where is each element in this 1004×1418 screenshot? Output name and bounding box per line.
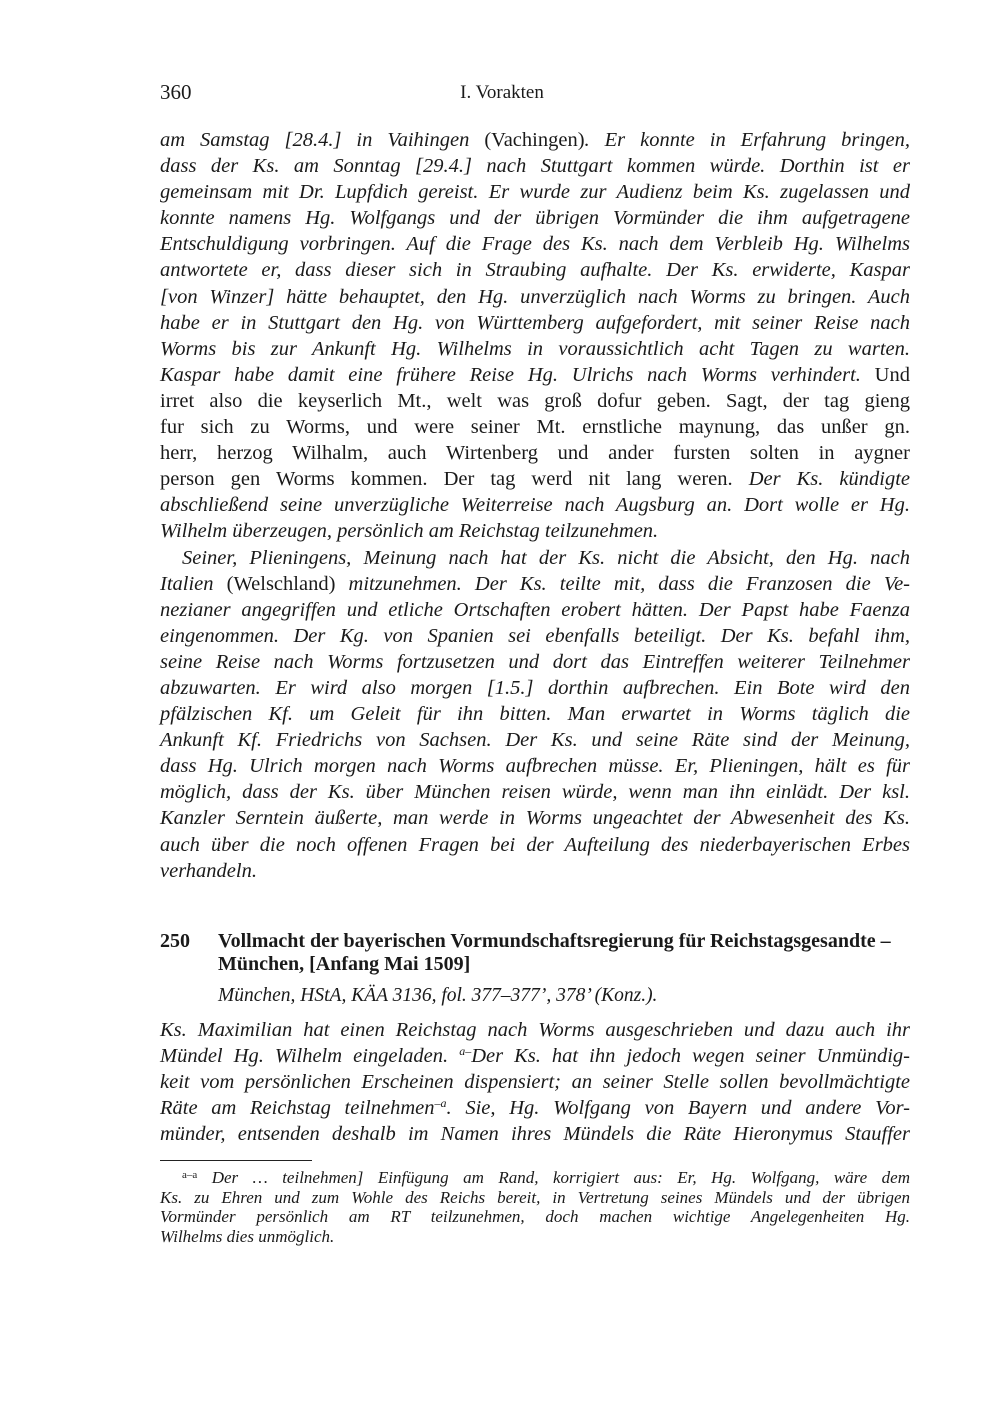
text-segment: konnte namens Hg. Wolfgangs und der übrigen Vormünder die ihm aufgetragene (160, 207, 910, 230)
text-segment: person gen Worms kommen. Der tag werd nit lang weren. (160, 468, 749, 491)
text-line (160, 701, 910, 727)
text-segment: seine Reise nach Worms fortzusetzen und dort das Eintreffen weiterer Teilnehmer (160, 650, 910, 673)
text-line (160, 1188, 910, 1208)
text-segment: Seiner, Plieningens, Meinung nach hat der Ks. nicht die Absicht, den Hg. nach (182, 546, 910, 569)
text-segment: auch über die noch offenen Fragen bei der Aufteilung des niederbayerischen Erbes (160, 833, 910, 856)
text-line (160, 257, 910, 283)
text-line (160, 753, 910, 779)
text-segment: gemeinsam mit Dr. Lupfdich gereist. Er wurde zur Audienz beim Ks. zugelassen und (160, 181, 910, 204)
text-line (160, 518, 910, 544)
text-line (160, 727, 910, 753)
text-line (160, 1017, 910, 1043)
text-segment: Ankunft Kf. Friedrichs von Sachsen. Der Ks. und seine Räte sind der Meinung, (160, 729, 910, 752)
text-segment: (Vachingen) (484, 129, 585, 151)
text-line (160, 440, 910, 466)
text-line (160, 1069, 910, 1095)
text-line (160, 858, 910, 884)
text-segment: abschließend seine unverzügliche Weiterreise nach Augsburg an. Dort wolle er Hg. (160, 494, 910, 517)
previous-document-text (160, 127, 910, 884)
text-segment: Vormünder persönlich am RT teilzunehmen, doch machen wichtige Angelegenheiten Hg. (160, 1207, 910, 1227)
text-segment: fur sich zu Worms, und were seiner Mt. ernstliche maynung, das unßer gn. (160, 416, 910, 439)
text-segment: (Welschland) (226, 572, 336, 595)
text-segment: Der Ks. hat ihn jedoch wegen seiner Unmündig- (471, 1045, 910, 1068)
text-line (160, 1227, 910, 1247)
text-segment: münder, entsenden deshalb im Namen ihres Mündels die Räte Hieronymus Stauffer (160, 1123, 910, 1146)
document-number: 250 (160, 930, 190, 952)
document-title-line: Vollmacht der bayerischen Vormundschaftsregierung für Reichstagsgesandte – (218, 930, 891, 952)
text-segment: Und (860, 363, 910, 386)
text-segment: Entschuldigung vorbringen. Auf die Frage des Ks. nach dem Verbleib Hg. Wilhelms (160, 233, 910, 256)
text-segment: Kaspar habe damit eine frühere Reise Hg. Ulrichs nach Worms verhindert. (160, 363, 861, 386)
text-line (160, 571, 910, 597)
text-segment: dass der Ks. am Sonntag [29.4.] nach Stuttgart kommen würde. Dorthin ist er (160, 155, 910, 178)
text-segment: Wilhelms dies unmöglich. (160, 1226, 335, 1246)
document-summary-text (160, 1017, 910, 1147)
text-line (160, 832, 910, 858)
text-segment: habe er in Stuttgart den Hg. von Württemberg aufgefordert, mit seiner Reise nach (160, 311, 910, 334)
text-line (160, 492, 910, 518)
text-segment: . Sie, Hg. Wolfgang von Bayern und andere Vor- (446, 1097, 910, 1120)
text-line (160, 1168, 910, 1188)
text-segment: Der … teilnehmen] Einfügung am Rand, korrigiert aus: Er, Hg. Wolfgang, wäre dem (197, 1168, 910, 1187)
text-line (160, 179, 910, 205)
text-line (160, 466, 910, 492)
text-line (160, 1207, 910, 1227)
text-segment: Italien (160, 572, 227, 595)
text-line (160, 1043, 910, 1069)
text-line (160, 231, 910, 257)
text-segment: [von Winzer] hätte behauptet, den Hg. unverzüglich nach Worms zu bringen. Auch (160, 285, 910, 308)
text-segment: Ks. Maximilian hat einen Reichstag nach Worms ausgeschrieben und dazu auch ihr (160, 1019, 910, 1041)
text-segment: Kanzler Serntein äußerte, man werde in Worms ungeachtet der Abwesenheit des Ks. (160, 807, 910, 830)
page-number: 360 (160, 80, 192, 104)
text-segment: mitzunehmen. Der Ks. teilte mit, dass die Franzosen die Ve- (335, 572, 910, 595)
text-line (160, 805, 910, 831)
text-segment: pfälzischen Kf. um Geleit für ihn bitten. Man erwartet in Worms täglich die (160, 703, 910, 726)
text-segment: Worms bis zur Ankunft Hg. Wilhelms in voraussichtlich acht Tagen zu warten. (160, 337, 910, 360)
text-segment: keit vom persönlichen Erscheinen dispensiert; an seiner Stelle sollen bevollmächtigte (160, 1071, 910, 1094)
text-segment: eingenommen. Der Kg. von Spanien sei ebenfalls beteiligt. Der Ks. befahl ihm, (160, 624, 910, 647)
text-segment: abzuwarten. Er wird also morgen [1.5.] dorthin aufbrechen. Ein Bote wird den (160, 676, 910, 699)
text-segment: Ks. zu Ehren und zum Wohle des Reichs bereit, in Vertretung seines Mündels und der übrigen (160, 1187, 910, 1207)
running-title: I. Vorakten (460, 82, 544, 103)
text-segment: Mündel Hg. Wilhelm eingeladen. (160, 1045, 460, 1068)
text-segment: verhandeln. (160, 859, 257, 882)
text-segment: . Er konnte in Erfahrung bringen, (584, 129, 910, 151)
text-segment: antwortete er, dass dieser sich in Straubing aufhalte. Der Ks. erwiderte, Kaspar (160, 259, 910, 282)
text-line (160, 623, 910, 649)
text-line (160, 545, 910, 571)
text-line (160, 779, 910, 805)
text-segment: herr, herzog Wilhalm, auch Wirtenberg und ander fursten solten in aygner (160, 442, 910, 465)
text-line (160, 597, 910, 623)
footnote (160, 1168, 910, 1246)
text-line (160, 388, 910, 414)
text-segment: am Samstag [28.4.] in Vaihingen (160, 129, 485, 151)
text-line (160, 284, 910, 310)
footnote-marker: a– (459, 1044, 472, 1059)
text-line (160, 675, 910, 701)
text-line (160, 205, 910, 231)
footnote-divider (160, 1160, 312, 1161)
text-segment: irret also die keyserlich Mt., welt was groß dofur geben. Sagt, der tag gieng (160, 389, 910, 412)
text-segment: nezianer angegriffen und etliche Ortschaften erobert hätten. Der Papst habe Faenza (160, 598, 910, 621)
footnote-marker: –a (434, 1096, 447, 1111)
text-line (160, 336, 910, 362)
text-segment: dass Hg. Ulrich morgen nach Worms aufbrechen müsse. Er, Plieningen, hält es für (160, 755, 910, 778)
text-line (160, 649, 910, 675)
text-segment: Räte am Reichstag teilnehmen (160, 1097, 435, 1120)
document-title-line: München, [Anfang Mai 1509] (218, 953, 471, 975)
text-segment: Wilhelm überzeugen, persönlich am Reichstag teilzunehmen. (160, 520, 659, 543)
footnote-marker: a–a (182, 1169, 198, 1181)
source-citation: München, HStA, KÄA 3136, fol. 377–377’, 378’ (Konz.). (218, 985, 658, 1006)
text-line (160, 414, 910, 440)
text-segment: möglich, dass der Ks. über München reisen würde, wenn man ihn einlädt. Der ksl. (160, 781, 910, 804)
text-line (160, 1095, 910, 1121)
text-line (160, 127, 910, 153)
text-line (160, 153, 910, 179)
text-segment: Der Ks. kündigte (748, 468, 910, 491)
text-line (160, 310, 910, 336)
document-heading (160, 930, 920, 976)
text-line (160, 1121, 910, 1147)
text-line (160, 362, 910, 388)
